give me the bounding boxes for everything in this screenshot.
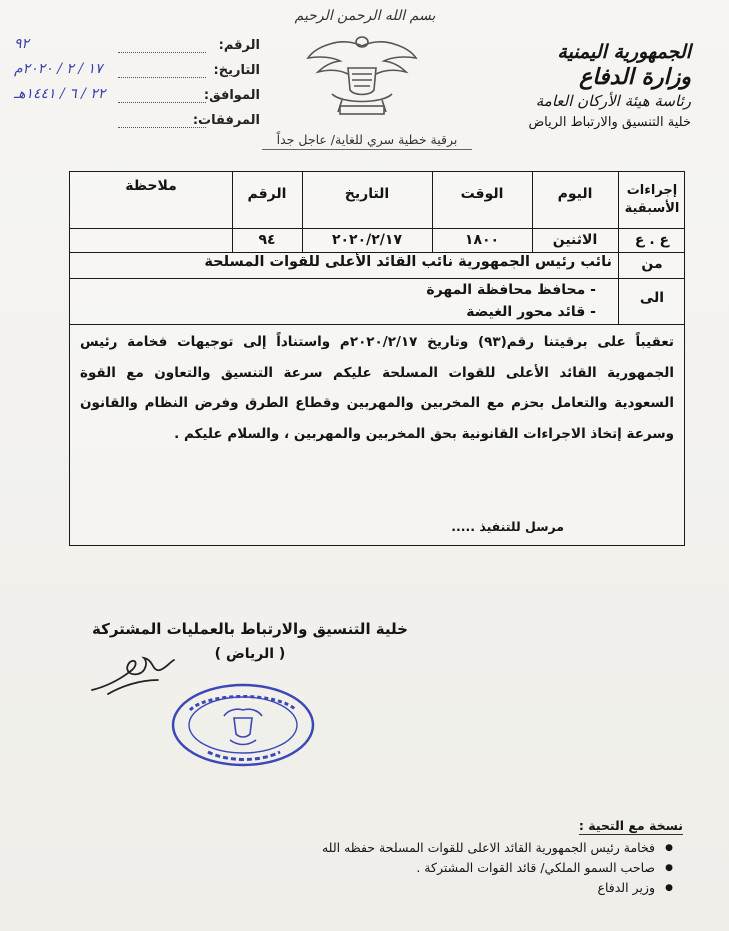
header-date: التاريخ [344, 186, 390, 202]
copy-to-title: نسخة مع التحية : [578, 818, 683, 833]
copy-recipient: ● وزير الدفاع [322, 878, 655, 898]
table-divider [70, 228, 684, 229]
dept-line-ministry: وزارة الدفاع [579, 64, 691, 90]
table-divider [70, 324, 684, 325]
official-stamp [168, 680, 318, 770]
issuing-department [481, 40, 691, 134]
dotted-line [118, 77, 206, 78]
dept-line-staff: رئاسة هيئة الأركان العامة [535, 92, 691, 110]
dotted-line [118, 102, 206, 103]
issuing-cell-city: ( الرياض ) [214, 646, 286, 662]
meta-value: ٢٢ / ٦ / ١٤٤١هـ [14, 86, 106, 102]
dept-line-cell: خلية التنسيق والارتباط الرياض [528, 115, 691, 130]
classification-line: برقية خطية سري للغاية/ عاجل جداً [262, 132, 472, 150]
meta-value: ١٧ / ٢ / ٢٠٢٠م [14, 61, 103, 77]
handwritten-signature [88, 650, 178, 700]
meta-row-attachments [0, 111, 268, 136]
yemen-eagle-emblem-icon [302, 26, 422, 118]
header-note: ملاحظة [125, 178, 177, 194]
to-label: الى [639, 290, 665, 306]
issuing-cell-name: خلية التنسيق والارتباط بالعمليات المشتركة [92, 620, 408, 638]
table-divider [70, 278, 684, 279]
copy-recipient: ● صاحب السمو الملكي/ قائد القوات المشتركة . [322, 858, 655, 878]
meta-label: التاريخ: [213, 63, 260, 78]
telegram-body: تعقيباً على برقيتنا رقم(٩٣) وتاريخ ٢٠٢٠/٢/١٧م واستناداً إلى توجيهات فخامة رئيس الجمهورية القائد الأعلى للقوات المسلحة عليكم سرعة التنسيق والتعاون مع القوة السعودية والتعامل بحزم مع المخربين والمهربين وقطاع الطرق وفرض النظام والقانون وسرعة إتخاذ الاجراءات القانونية بحق المخربين والمهربين ، والسلام عليكم . [80, 334, 674, 442]
header-day: اليوم [557, 186, 593, 202]
meta-value: ٩٢ [14, 36, 30, 52]
value-day: الاثنين [552, 232, 598, 248]
table-divider [618, 172, 619, 324]
table-divider [70, 252, 684, 253]
telegram-table [69, 171, 685, 546]
meta-row-hijri [0, 86, 268, 111]
header-time: الوقت [460, 186, 504, 202]
meta-row-date [0, 61, 268, 86]
copy-recipient: ● فخامة رئيس الجمهورية القائد الاعلى للقوات المسلحة حفظه الله [322, 838, 655, 858]
from-label: من [641, 256, 663, 272]
dotted-line [118, 52, 206, 53]
value-procedures: ع . ع [634, 232, 670, 248]
value-time: ١٨٠٠ [464, 232, 500, 248]
from-value: نائب رئيس الجمهورية نائب القائد الأعلى للقوات المسلحة [204, 254, 612, 270]
value-number: ٩٤ [258, 232, 276, 248]
copy-to-list [322, 838, 673, 898]
meta-label: الموافق: [203, 88, 260, 103]
meta-label: الرقم: [218, 38, 260, 53]
bismillah: بسم الله الرحمن الرحيم [294, 8, 436, 24]
meta-row-number [0, 36, 268, 61]
header-procedures: إجراءات الأسبقية [624, 183, 680, 216]
dept-line-republic: الجمهورية اليمنية [557, 41, 691, 63]
meta-label: المرفقات: [192, 113, 260, 128]
dotted-line [118, 127, 206, 128]
to-recipient-1: - محافظ محافظة المهرة [426, 282, 596, 298]
to-recipient-2: - قائد محور الغيضة [466, 304, 596, 320]
sent-for-execution: مرسل للتنفيذ ..... [451, 519, 564, 534]
value-date: ٢٠٢٠/٢/١٧ [331, 232, 403, 248]
header-number: الرقم [247, 186, 287, 202]
reference-block [0, 36, 268, 136]
